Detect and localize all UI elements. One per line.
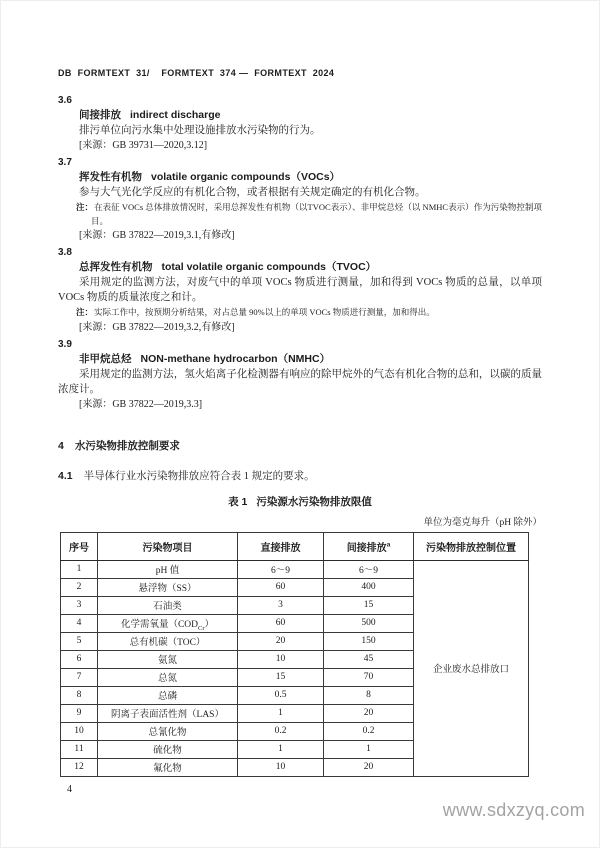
column-header: 序号 <box>61 532 98 560</box>
table-cell: 6 <box>61 650 98 668</box>
note-label: 注： <box>76 202 94 212</box>
definition-text: 采用规定的监测方法，氢火焰离子化检测器有响应的除甲烷外的气态有机化合物的总和，以碳的质量浓度计。 <box>58 368 542 395</box>
column-header: 污染物项目 <box>98 532 238 560</box>
term-en: indirect discharge <box>130 109 221 121</box>
clause-4-number: 4 <box>58 439 64 452</box>
table-cell: 20 <box>238 632 324 650</box>
page-number: 4 <box>67 784 72 795</box>
table-cell: 总氮 <box>98 668 238 686</box>
clause-4-heading <box>58 439 542 454</box>
control-location-cell: 企业废水总排放口 <box>414 560 529 776</box>
clause-number: 3.6 <box>58 95 72 106</box>
term-heading <box>58 260 542 275</box>
source-reference: [来源：GB 37822—2019,3.3] <box>79 398 203 410</box>
definition-text: 采用规定的监测方法，对废气中的单项 VOCs 物质进行测量，加和得到 VOCs 物质的总量，以单项 VOCs 物质的质量浓度之和计。 <box>58 277 542 303</box>
table-cell: 3 <box>238 596 324 614</box>
table-cell: pH 值 <box>98 560 238 578</box>
table-cell: 12 <box>61 758 98 776</box>
table-cell: 150 <box>324 632 414 650</box>
pollutant-limits-table <box>60 532 529 777</box>
column-header: 间接排放$^a$ <box>324 532 414 560</box>
table-cell: 6～9 <box>324 560 414 578</box>
watermark: www.sdxzyq.com <box>442 800 585 820</box>
table-cell: 总有机碳（TOC） <box>98 632 238 650</box>
pollutant-table-body <box>61 560 529 776</box>
table-cell: 1 <box>238 740 324 758</box>
table-header-row <box>61 532 529 560</box>
table-cell: 硫化物 <box>98 740 238 758</box>
term-en: total volatile organic compounds（TVOC） <box>161 261 377 273</box>
clause-4-title: 水污染物排放控制要求 <box>74 439 180 452</box>
note-text: 实际工作中，按预期分析结果，对占总量 90%以上的单项 VOCs 物质进行测量，加和得出。 <box>94 307 435 317</box>
table-cell: 0.5 <box>238 686 324 704</box>
table-cell: 11 <box>61 740 98 758</box>
table-cell: 8 <box>324 686 414 704</box>
table-cell: 45 <box>324 650 414 668</box>
table-cell: 3 <box>61 596 98 614</box>
clause-4-1 <box>58 469 542 484</box>
source-reference: [来源：GB 37822—2019,3.1,有修改] <box>79 230 235 241</box>
term-en: volatile organic compounds（VOCs） <box>151 171 341 183</box>
clause-number: 3.8 <box>58 247 72 258</box>
note-label: 注： <box>76 307 94 317</box>
definition-text: 排污单位向污水集中处理设施排放水污染物的行为。 <box>79 125 321 136</box>
term-heading <box>58 108 542 123</box>
table-cell: 60 <box>238 614 324 632</box>
term-heading <box>58 170 542 185</box>
section-3-6 <box>58 93 542 153</box>
table-cell: 10 <box>61 722 98 740</box>
table-cell: 9 <box>61 704 98 722</box>
table-cell: 10 <box>238 758 324 776</box>
table-cell: 15 <box>238 668 324 686</box>
table-cell: 阴离子表面活性剂（LAS） <box>98 704 238 722</box>
table-title-number: 表 1 <box>228 495 248 508</box>
table-cell: 5 <box>61 632 98 650</box>
term-heading <box>58 352 542 367</box>
source-reference: [来源：GB 39731—2020,3.12] <box>79 140 208 151</box>
table-cell: 悬浮物（SS） <box>98 578 238 596</box>
clause-number: 3.9 <box>58 338 72 350</box>
table-cell: 氨氮 <box>98 650 238 668</box>
table-unit-note: 单位为毫克每升（pH 除外） <box>423 517 542 528</box>
term-zh: 总挥发性有机物 <box>79 261 153 273</box>
term-en: NON-methane hydrocarbon（NMHC） <box>140 352 331 365</box>
note-text: 在表征 VOCs 总体排放情况时，采用总挥发性有机物（以TVOC表示）、非甲烷总烃（以 NMHC表示）作为污染物控制项目。 <box>91 202 542 226</box>
table-cell: 7 <box>61 668 98 686</box>
clause-4-1-number: 4.1 <box>58 469 73 482</box>
table-cell: 石油类 <box>98 596 238 614</box>
table-cell: 2 <box>61 578 98 596</box>
table-cell: 1 <box>324 740 414 758</box>
table-title-text: 污染源水污染物排放限值 <box>256 495 372 508</box>
section-3-7 <box>58 155 542 243</box>
table-cell: 500 <box>324 614 414 632</box>
table-cell: 1 <box>61 560 98 578</box>
table-cell: 氟化物 <box>98 758 238 776</box>
table-cell: 8 <box>61 686 98 704</box>
table-cell: 20 <box>324 704 414 722</box>
column-header: 污染物排放控制位置 <box>414 532 529 560</box>
table-cell: 1 <box>238 704 324 722</box>
table-cell: 15 <box>324 596 414 614</box>
definition-text: 参与大气光化学反应的有机化合物，或者根据有关规定确定的有机化合物。 <box>79 187 426 198</box>
source-reference: [来源：GB 37822—2019,3.2,有修改] <box>79 321 235 333</box>
section-3-8 <box>58 245 542 335</box>
table-cell: 6～9 <box>238 560 324 578</box>
table-cell: 400 <box>324 578 414 596</box>
term-zh: 挥发性有机物 <box>79 171 142 183</box>
term-zh: 间接排放 <box>79 109 121 121</box>
table-cell: 化学需氧量$(COD_{Cr})$ <box>98 614 238 632</box>
clause-number: 3.7 <box>58 157 72 168</box>
term-zh: 非甲烷总烃 <box>79 352 132 365</box>
table-cell: 0.2 <box>324 722 414 740</box>
table-cell: 0.2 <box>238 722 324 740</box>
column-header: 直接排放 <box>238 532 324 560</box>
table-row <box>61 560 529 578</box>
document-header: DB FORMTEXT 31/ FORMTEXT 374 — FORMTEXT 2024 <box>58 68 335 78</box>
table-cell: 60 <box>238 578 324 596</box>
table-cell: 70 <box>324 668 414 686</box>
note <box>58 201 542 228</box>
table-cell: 20 <box>324 758 414 776</box>
table-cell: 总氰化物 <box>98 722 238 740</box>
table-cell: 10 <box>238 650 324 668</box>
clause-4-1-text: 半导体行业水污染物排放应符合表 1 规定的要求。 <box>83 470 315 482</box>
section-3-9 <box>58 337 542 412</box>
table-cell: 4 <box>61 614 98 632</box>
note <box>58 306 542 320</box>
table-title <box>58 495 542 510</box>
table-cell: 总磷 <box>98 686 238 704</box>
